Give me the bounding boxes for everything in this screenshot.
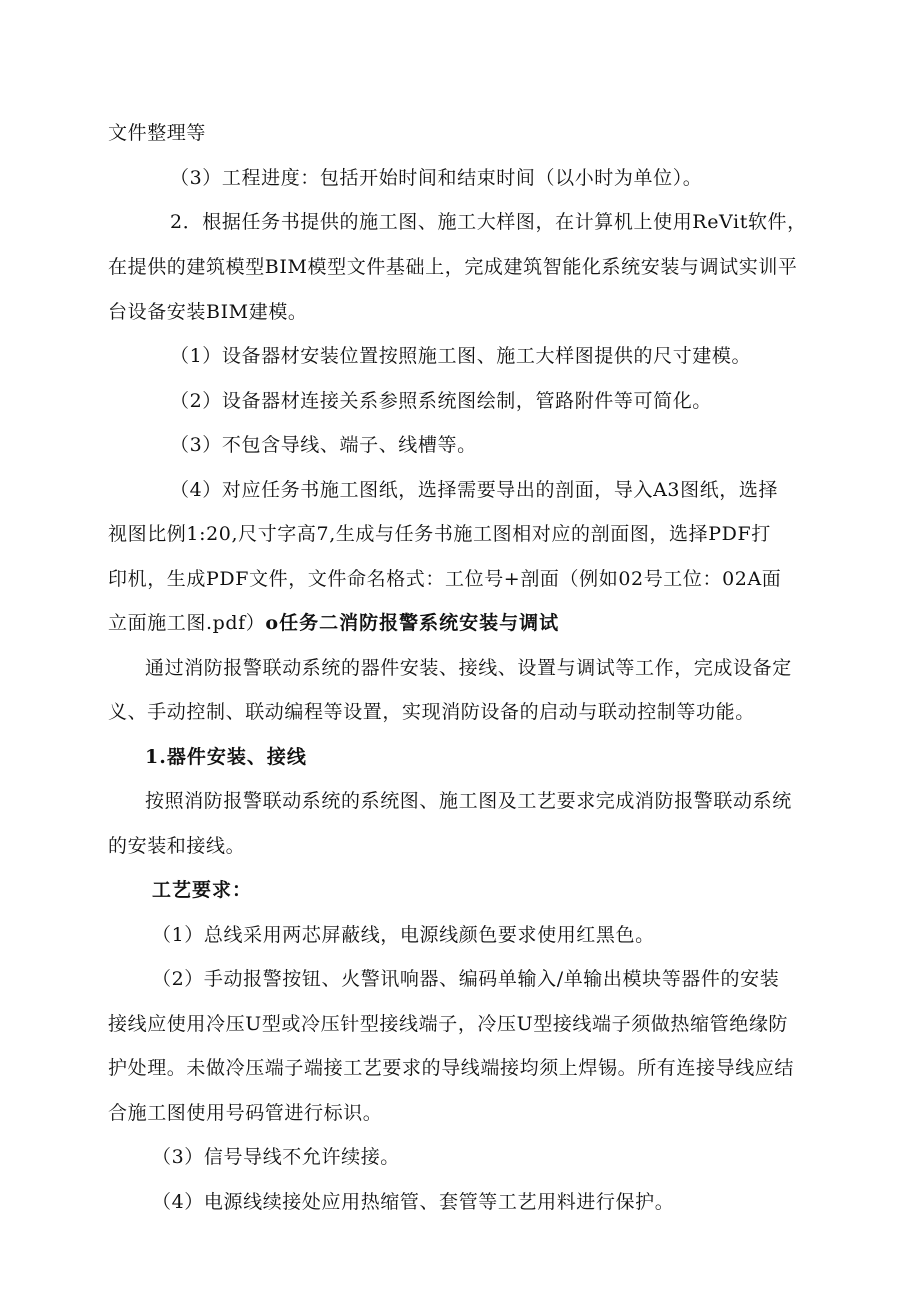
craft-requirements-heading: 工艺要求： [152, 879, 253, 901]
text-line-sub-4-cont-3 [108, 611, 559, 635]
text-line-req-2-cont-2: 护处理。未做冷压端子端接工艺要求的导线端接均须上焊锡。所有连接导线应结 [108, 1057, 795, 1079]
text-line-continuation: 文件整理等 [108, 122, 207, 144]
text-line-progress: （3）工程进度：包括开始时间和结束时间（以小时为单位）。 [170, 167, 703, 189]
text-line-sub-4-cont-2: 印机，生成PDF文件，文件命名格式：工位号+剖面（例如02号工位：02A面 [108, 568, 782, 590]
text-line-install-desc: 按照消防报警联动系统的系统图、施工图及工艺要求完成消防报警联动系统 [145, 790, 792, 812]
text-line-item-2-cont-1: 在提供的建筑模型BIM模型文件基础上，完成建筑智能化系统安装与调试实训平 [108, 256, 798, 278]
text-line-sub-1: （1）设备器材安装位置按照施工图、施工大样图提供的尺寸建模。 [170, 345, 752, 367]
text-line-req-4: （4）电源线续接处应用热缩管、套管等工艺用料进行保护。 [152, 1191, 675, 1213]
filename-text: 立面施工图.pdf） [108, 612, 266, 634]
text-line-req-2-cont-3: 合施工图使用号码管进行标识。 [108, 1102, 383, 1124]
text-line-intro: 通过消防报警联动系统的器件安装、接线、设置与调试等工作，完成设备定 [145, 657, 792, 679]
text-line-req-3: （3）信号导线不允许续接。 [152, 1146, 400, 1168]
task-two-heading: o任务二消防报警系统安装与调试 [265, 612, 560, 634]
text-line-sub-2: （2）设备器材连接关系参照系统图绘制，管路附件等可简化。 [170, 390, 712, 412]
text-line-install-desc-cont: 的安装和接线。 [108, 835, 246, 857]
text-line-item-2-cont-2: 台设备安装BIM建模。 [108, 301, 308, 323]
text-line-req-2: （2）手动报警按钮、火警讯响器、编码单输入/单输出模块等器件的安装 [152, 968, 780, 990]
text-line-req-2-cont-1: 接线应使用冷压U型或冷压针型接线端子，冷压U型接线端子须做热缩管绝缘防 [108, 1013, 789, 1035]
text-line-sub-4: （4）对应任务书施工图纸，选择需要导出的剖面，导入A3图纸，选择 [170, 479, 779, 501]
text-line-sub-4-cont-1: 视图比例1:20,尺寸字高7,生成与任务书施工图相对应的剖面图，选择PDF打 [108, 523, 771, 545]
text-line-item-2: 2．根据任务书提供的施工图、施工大样图，在计算机上使用ReVit软件， [170, 211, 807, 233]
text-line-req-1: （1）总线采用两芯屏蔽线，电源线颜色要求使用红黑色。 [152, 924, 655, 946]
text-line-sub-3: （3）不包含导线、端子、线槽等。 [170, 434, 477, 456]
text-line-intro-cont: 义、手动控制、联动编程等设置，实现消防设备的启动与联动控制等功能。 [108, 701, 755, 723]
section-heading-install-wiring: 1.器件安装、接线 [145, 746, 307, 768]
